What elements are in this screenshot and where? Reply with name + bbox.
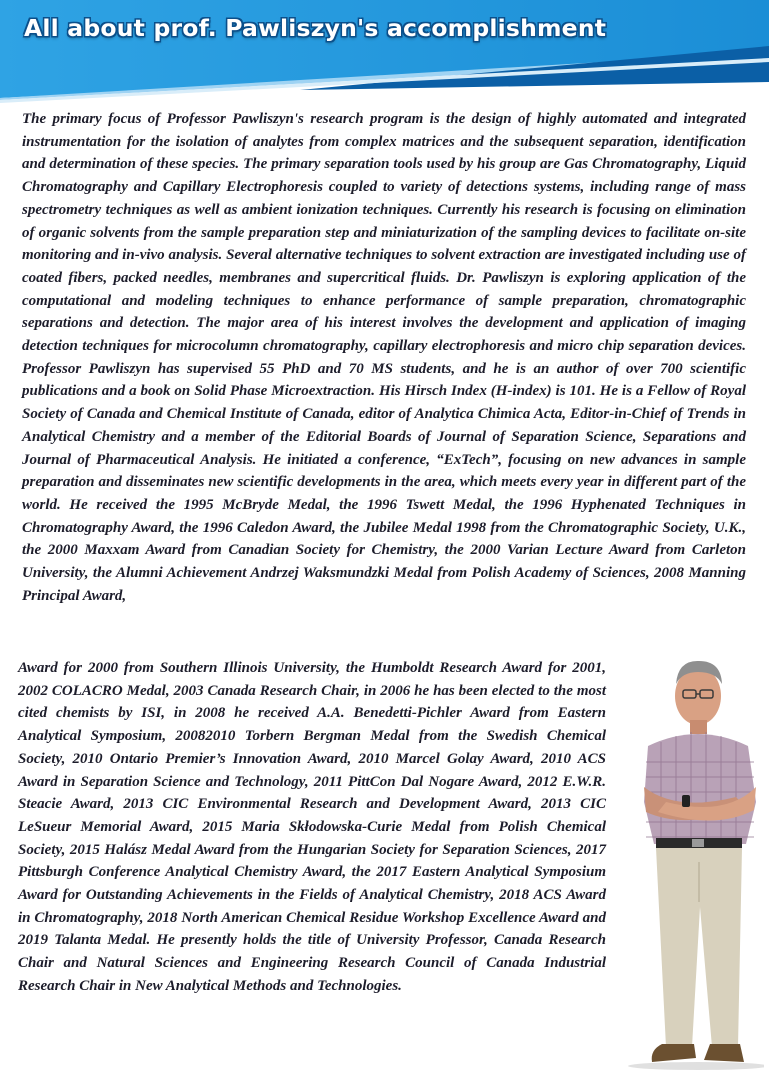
body-paragraph-awards: Award for 2000 from Southern Illinois University, the Humboldt Research Award for 2001, 2002 COLACRO Medal, 2003 Canada Research Chair, in 2006 he has been elected to the most cited chemists by ISI, in 2008 he received A.A. Benedetti-Pichler Award from Eastern Analytical Symposium, 20082010 Torbern Bergman Medal from the Swedish Chemical Society, 2010 Ontario Premier’s Innovation Award, 2010 Marcel Golay Award, 2010 ACS Award in Separation Science and Technology, 2011 PittCon Dal Nogare Award, 2012 E.W.R. Steacie Award, 2013 CIC Environmental Research and Development Award, 2013 CIC LeSueur Memorial Award, 2015 Maria Skłodowska-Curie Medal from Polish Chemical Society, 2015 Halász Medal Award from the Hungarian Society for Separation Sciences, 2017 Pittsburgh Conference Analytical Chemistry Award, the 2017 Eastern Analytical Symposium Award for Outstanding Achievements in the Fields of Analytical Chemistry, 2018 ACS Award in Chromatography, 2018 North American Chemical Residue Workshop Excellence Award and 2019 Talanta Medal. He presently holds the title of University Professor, Canada Research Chair and Natural Sciences and Engineering Research Council of Canada Industrial Research Chair in New Analytical Methods and Technologies. xyxy=(18,660,606,994)
header-banner xyxy=(0,0,769,110)
professor-portrait-image xyxy=(586,652,764,1072)
body-paragraph-research: The primary focus of Professor Pawliszyn's research program is the design of highly automated and integrated instrumentation for the isolation of analytes from complex matrices and the subsequent separation, identification and determination of these species. The primary separation tools used by his group are Gas Chromatography, Liquid Chromatography and Capillary Electrophoresis coupled to variety of detections systems, including range of mass spectrometry techniques as well as ambient ionization techniques. Currently his research is focusing on elimination of organic solvents from the sample preparation step and miniaturization of the sampling devices to facilitate on-site monitoring and in-vivo analysis. Several alternative techniques to solvent extraction are investigated including use of coated fibers, packed needles, membranes and supercritical fluids. Dr. Pawliszyn is exploring application of the computational and modeling techniques to enhance performance of sample preparation, chromatographic separations and detection. The major area of his interest involves the development and application of imaging detection techniques for microcolumn chromatography, capillary electrophoresis and micro chip separation devices. Professor Pawliszyn has supervised 55 PhD and 70 MS students, and he is an author of over 700 scientific publications and a book on Solid Phase Microextraction. His Hirsch Index (H-index) is 101. He is a Fellow of Royal Society of Canada and Chemical Institute of Canada, editor of Analytica Chimica Acta, Editor-in-Chief of Trends in Analytical Chemistry and a member of the Editorial Boards of Journal of Separation Science, Separations and Journal of Pharmaceutical Analysis. He initiated a conference, “ExTech”, focusing on new advances in sample preparation and disseminates new scientific developments in the area, which meets every year in different part of the world. He received the 1995 McBryde Medal, the 1996 Tswett Medal, the 1996 Hyphenated Techniques in Chromatography Award, the 1996 Caledon Award, the Jubilee Medal 1998 from the Chromatographic Society, U.K., the 2000 Maxxam Award from Canadian Society for Chemistry, the 2000 Varian Lecture Award from Carleton University, the Alumni Achievement Andrzej Waksmundzki Medal from Polish Academy of Sciences, 2008 Manning Principal Award, xyxy=(22,111,746,604)
page-title: All about prof. Pawliszyn's accomplishment xyxy=(24,14,607,42)
